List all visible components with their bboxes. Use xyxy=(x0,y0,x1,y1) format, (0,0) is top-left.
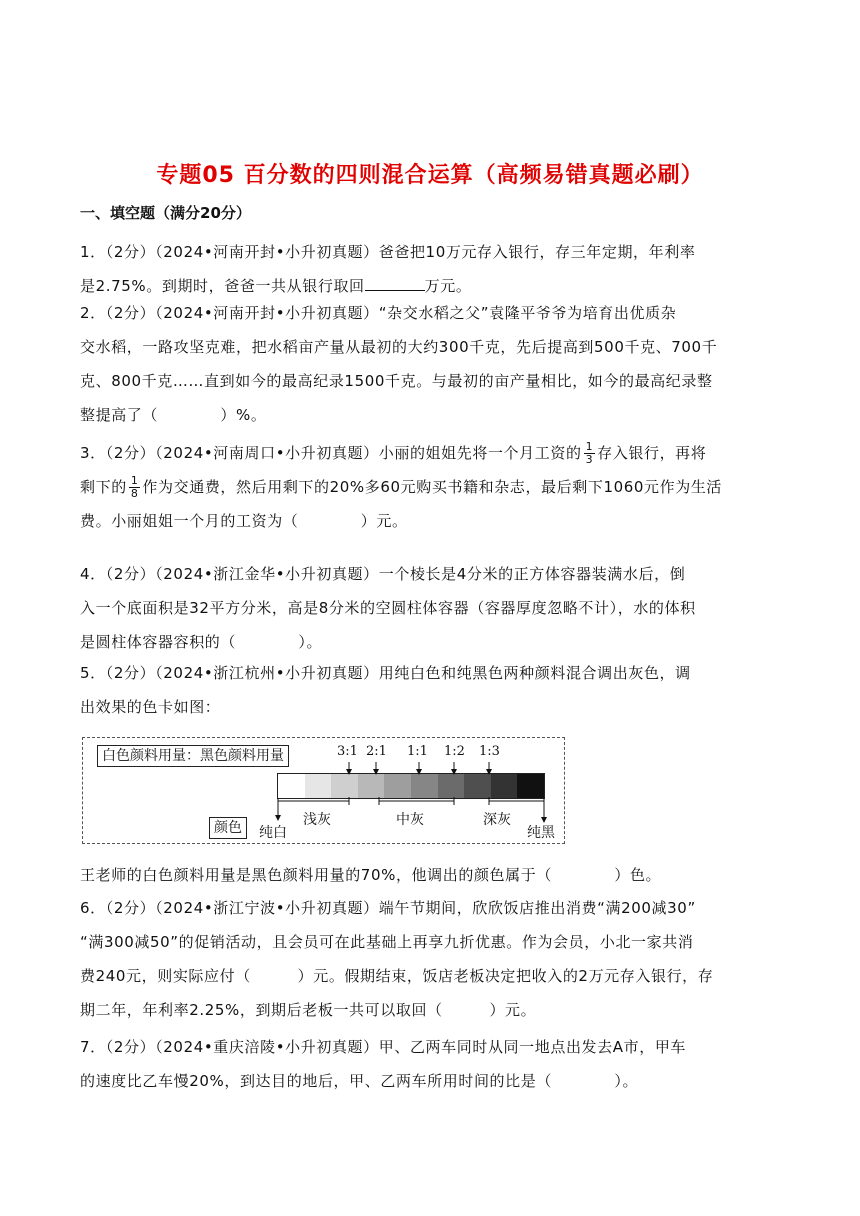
question-7 xyxy=(80,1030,785,1098)
pure-white-label: 纯白 xyxy=(259,825,287,841)
denominator: 3 xyxy=(585,453,594,466)
q4-line-3: 是圆柱体容器容积的（ ）。 xyxy=(80,633,323,651)
q1-text: 是2.75%。到期时，爸爸一共从银行取回 xyxy=(80,277,365,295)
q6-line-2: “满300减50”的促销活动，且会员可在此基础上再享九折优惠。作为会员，小北一家共消 xyxy=(80,933,694,951)
q3-line-3: 费。小丽姐姐一个月的工资为（ ）元。 xyxy=(80,512,408,530)
q1-line-1: 1．（2分）（2024•河南开封•小升初真题）爸爸把10万元存入银行，存三年定期，年利率 xyxy=(80,243,696,261)
q3-text-c: 剩下的 xyxy=(80,478,127,496)
color-card-figure xyxy=(82,737,565,844)
page-title: 专题05 百分数的四则混合运算（高频易错真题必刷） xyxy=(156,163,704,188)
question-5 xyxy=(80,656,785,724)
ratio-label: 1:3 xyxy=(479,744,500,759)
question-2 xyxy=(80,296,785,432)
q7-line-1: 7．（2分）（2024•重庆涪陵•小升初真题）甲、乙两车同时从同一地点出发去A市，甲车 xyxy=(80,1038,687,1056)
q3-text-a: 3．（2分）（2024•河南周口•小升初真题）小丽的姐姐先将一个月工资的 xyxy=(80,444,582,462)
q2-line-2: 交水稻，一路攻坚克难，把水稻亩产量从最初的大约300千克，先后提高到500千克、700千 xyxy=(80,338,718,356)
q4-line-1: 4．（2分）（2024•浙江金华•小升初真题）一个棱长是4分米的正方体容器装满水后，倒 xyxy=(80,565,686,583)
question-6 xyxy=(80,891,785,1027)
light-gray-label: 浅灰 xyxy=(303,812,331,828)
q4-line-2: 入一个底面积是32平方分米，高是8分米的空圆柱体容器（容器厚度忽略不计），水的体积 xyxy=(80,599,696,617)
numerator: 1 xyxy=(130,474,139,487)
q7-line-2: 的速度比乙车慢20%，到达目的地后，甲、乙两车所用时间的比是（ ）。 xyxy=(80,1072,639,1090)
color-label-box: 颜色 xyxy=(209,817,247,839)
question-5-continued xyxy=(80,858,785,892)
question-1 xyxy=(80,235,785,303)
question-4 xyxy=(80,557,785,659)
numerator: 1 xyxy=(585,440,594,453)
q3-line-2 xyxy=(80,470,785,504)
q2-line-3: 克、800千克……直到如今的最高纪录1500千克。与最初的亩产量相比，如今的最高纪录整 xyxy=(80,372,713,390)
fraction-one-eighth xyxy=(129,475,141,500)
ratio-label: 2:1 xyxy=(366,744,387,759)
fraction-one-third xyxy=(584,441,596,466)
q6-line-4: 期二年，年利率2.25%，到期后老板一共可以取回（ ）元。 xyxy=(80,1001,537,1019)
q3-text-b: 存入银行，再将 xyxy=(597,444,707,462)
question-3 xyxy=(80,436,785,538)
answer-blank[interactable] xyxy=(365,272,425,291)
q2-line-4: 整提高了（ ）%。 xyxy=(80,406,267,424)
ratio-header-box: 白色颜料用量：黑色颜料用量 xyxy=(97,745,289,767)
mid-gray-label: 中灰 xyxy=(396,812,424,828)
ratio-label: 1:1 xyxy=(407,744,428,759)
q3-text-d: 作为交通费，然后用剩下的20%多60元购买书籍和杂志，最后剩下1060元作为生活 xyxy=(142,478,723,496)
denominator: 8 xyxy=(130,487,139,500)
ratio-label: 1:2 xyxy=(444,744,465,759)
q6-line-3: 费240元，则实际应付（ ）元。假期结束，饭店老板决定把收入的2万元存入银行，存 xyxy=(80,967,714,985)
ratio-label: 3:1 xyxy=(337,744,358,759)
q1-unit: 万元。 xyxy=(424,277,472,295)
dark-gray-label: 深灰 xyxy=(483,812,511,828)
q5-line-1: 5．（2分）（2024•浙江杭州•小升初真题）用纯白色和纯黑色两种颜料混合调出灰色，调 xyxy=(80,664,691,682)
q5-line-2: 出效果的色卡如图： xyxy=(80,698,221,716)
q6-line-1: 6．（2分）（2024•浙江宁波•小升初真题）端午节期间，欣欣饭店推出消费“满200减30” xyxy=(80,899,696,917)
q2-line-1: 2．（2分）（2024•河南开封•小升初真题）“杂交水稻之父”袁隆平爷爷为培育出优质杂 xyxy=(80,304,677,322)
pure-black-label: 纯黑 xyxy=(527,825,555,841)
section-heading: 一、填空题（满分20分） xyxy=(80,204,251,222)
q5-line-3: 王老师的白色颜料用量是黑色颜料用量的70%，他调出的颜色属于（ ）色。 xyxy=(80,866,662,884)
q3-line-1 xyxy=(80,436,785,470)
